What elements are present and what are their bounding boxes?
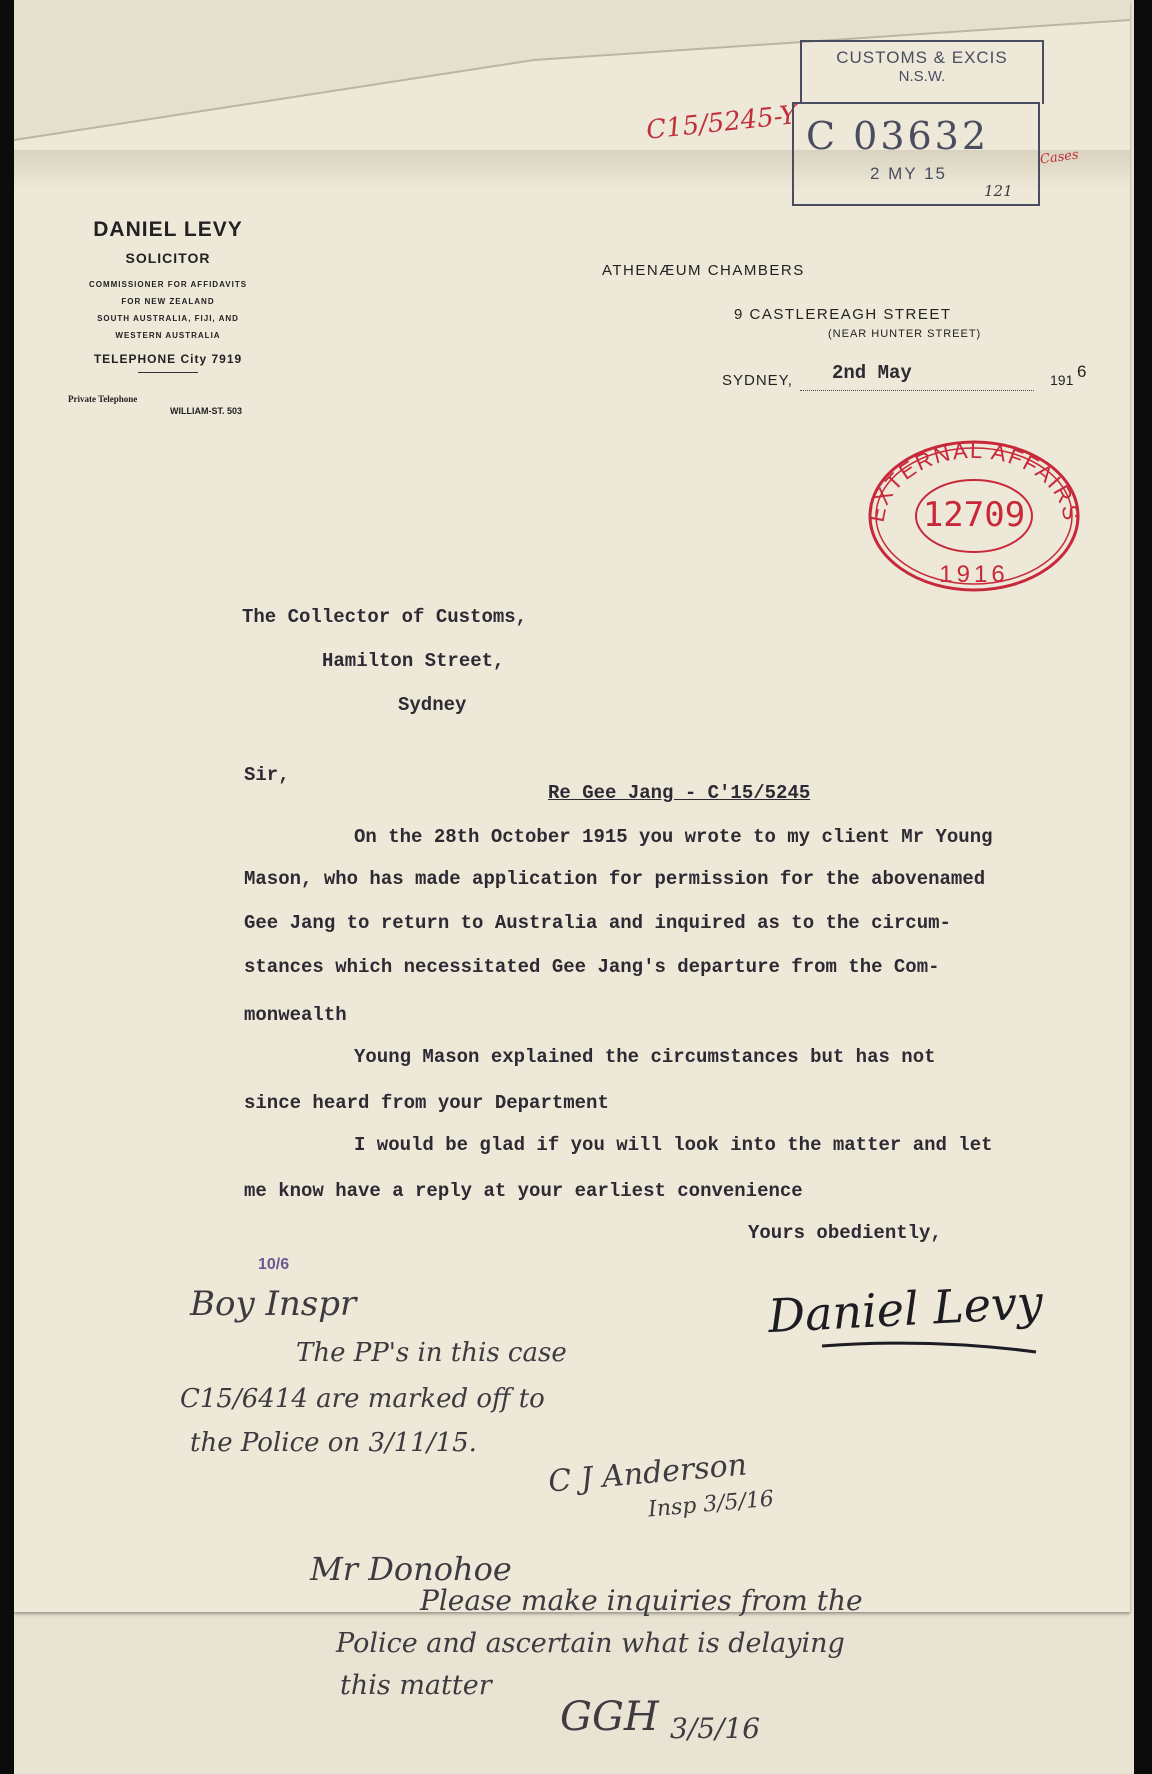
body-line-8: I would be glad if you will look into the matter and let — [354, 1134, 993, 1156]
external-affairs-stamp — [862, 436, 1086, 596]
external-stamp-year: 1916 — [939, 561, 1009, 588]
note2-line-4: this matter — [340, 1670, 492, 1701]
note1-signature: C J Anderson — [546, 1447, 749, 1500]
signature: Daniel Levy — [766, 1274, 1045, 1344]
letterhead-street: 9 CASTLEREAGH STREET — [734, 306, 952, 323]
letterhead-city: SYDNEY, — [722, 372, 793, 389]
address-line-2: Hamilton Street, — [322, 650, 505, 672]
small-stamp: 10/6 — [258, 1256, 290, 1273]
customs-stamp-line2: N.S.W. — [898, 68, 946, 85]
note1-line-1: Boy Inspr — [190, 1284, 357, 1324]
body-line-7: since heard from your Department — [244, 1092, 609, 1114]
private-telephone-number: WILLIAM-ST. 503 — [170, 406, 243, 416]
letterhead-left — [62, 218, 274, 373]
file-note: C15/5245-Y — [644, 100, 799, 146]
customs-side-note: Cases — [1039, 147, 1080, 168]
salutation: Sir, — [244, 764, 290, 786]
private-telephone-label: Private Telephone — [68, 394, 138, 404]
note1-line-2: The PP's in this case — [296, 1338, 567, 1368]
subject-line: Re Gee Jang - C'15/5245 — [548, 782, 811, 804]
customs-stamp-date: 2 MY 15 — [870, 164, 948, 183]
commissioner-line-3: SOUTH AUSTRALIA, FIJI, AND — [97, 314, 239, 323]
letterhead-near: (NEAR HUNTER STREET) — [828, 328, 982, 340]
note2-line-1: Mr Donohoe — [310, 1550, 512, 1588]
letterhead-telephone: TELEPHONE City 7919 — [93, 352, 243, 366]
body-line-1: On the 28th October 1915 you wrote to my client Mr Young — [354, 826, 993, 848]
body-line-5: monwealth — [244, 1004, 347, 1026]
commissioner-line-2: FOR NEW ZEALAND — [121, 297, 215, 306]
commissioner-line-1: COMMISSIONER FOR AFFIDAVITS — [88, 280, 248, 289]
signature-underline — [820, 1330, 1040, 1360]
customs-stamp-number: C 03632 — [806, 114, 990, 158]
external-stamp-top: EXTERNAL AFFAIRS — [863, 437, 1085, 524]
year-prefix: 191 — [1050, 372, 1074, 388]
address-line-3: Sydney — [398, 694, 467, 716]
note2-signature: GGH — [560, 1694, 659, 1740]
note1-line-4: the Police on 3/11/15. — [190, 1428, 477, 1458]
letterhead-building: ATHENÆUM CHAMBERS — [602, 262, 805, 279]
letterhead-title: SOLICITOR — [125, 250, 211, 266]
note2-line-3: Police and ascertain what is delaying — [336, 1628, 845, 1659]
note2-date: 3/5/16 — [670, 1712, 761, 1745]
body-line-9: me know have a reply at your earliest convenience — [244, 1180, 803, 1202]
note1-line-3: C15/6414 are marked off to — [180, 1384, 545, 1414]
body-line-6: Young Mason explained the circumstances but has not — [354, 1046, 936, 1068]
body-line-3: Gee Jang to return to Australia and inquired as to the circum- — [244, 912, 951, 934]
letter-date: 2nd May — [832, 362, 912, 384]
note1-date: Insp 3/5/16 — [647, 1486, 775, 1523]
customs-stamp-sub: 121 — [984, 182, 1013, 200]
external-stamp-number: 12709 — [922, 495, 1026, 535]
closing: Yours obediently, — [748, 1222, 942, 1244]
customs-stamp-line1: CUSTOMS & EXCIS — [836, 48, 1008, 67]
customs-stamp — [800, 40, 1044, 104]
address-line-1: The Collector of Customs, — [242, 606, 528, 628]
commissioner-line-4: WESTERN AUSTRALIA — [115, 331, 221, 340]
year-digit: 6 — [1077, 362, 1087, 381]
body-line-2: Mason, who has made application for permission for the abovenamed — [244, 868, 986, 890]
note2-line-2: Please make inquiries from the — [420, 1584, 863, 1617]
body-line-4: stances which necessitated Gee Jang's departure from the Com- — [244, 956, 940, 978]
letterhead-name: DANIEL LEVY — [93, 218, 243, 241]
